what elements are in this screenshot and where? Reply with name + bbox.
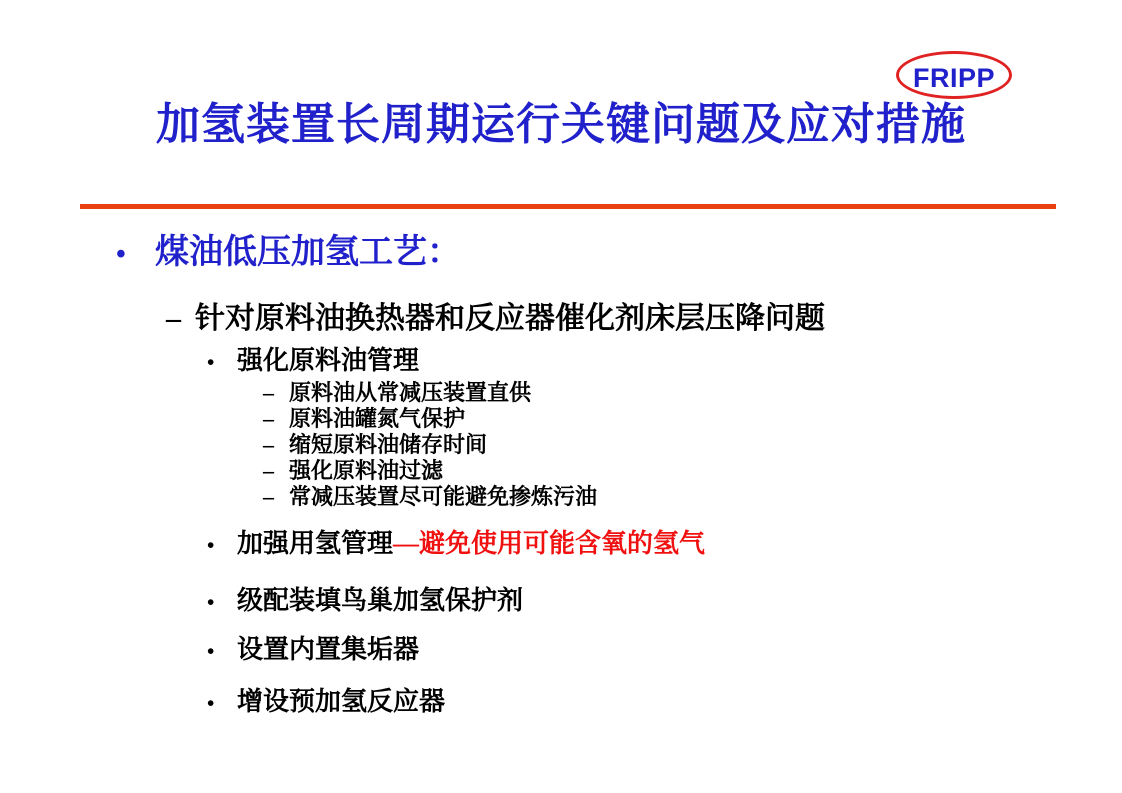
list-item [263,432,597,458]
dash-icon: – [166,302,181,335]
feed-management-text: 强化原料油管理 [237,346,420,375]
bullet-dot-icon: • [207,350,215,374]
bullet-dot-icon: • [207,639,215,663]
bullet-dot-icon: • [116,239,126,270]
feed-management-sublist [263,380,597,510]
list-item [263,458,597,484]
prehydrogenation-reactor-text: 增设预加氢反应器 [237,687,446,716]
dash-icon: – [263,432,274,457]
hydrogen-management-highlight: —避免使用可能含氧的氢气 [393,529,706,558]
dash-icon: – [263,380,274,405]
list-item-text: 原料油罐氮气保护 [289,406,466,431]
fripp-logo-text: FRIPP [912,62,995,93]
list-item-text: 原料油从常减压装置直供 [289,380,532,405]
bullet-bird-nest-catalyst [207,585,523,616]
hydrogen-management-text [237,528,705,559]
bullet-feed-management [207,345,419,376]
kerosene-process-heading-text: 煤油低压加氢工艺： [155,234,461,271]
bullet-dot-icon: • [207,590,215,614]
slide-title: 加氢装置长周期运行关键问题及应对措施 [156,100,966,149]
bullet-dot-icon: • [207,533,215,557]
list-item-text: 常减压装置尽可能避免掺炼污油 [289,484,598,509]
dash-pressure-drop-heading [166,301,825,337]
bullet-prehydrogenation-reactor [207,686,445,717]
hydrogen-management-label: 加强用氢管理 [237,529,394,558]
list-item-text: 强化原料油过滤 [289,458,444,483]
bullet-hydrogen-management [207,528,705,559]
dash-icon: – [263,458,274,483]
bullet-internal-scale-collector [207,634,419,665]
dash-icon: – [263,484,274,509]
bullet-dot-icon: • [207,691,215,715]
pressure-drop-heading-text: 针对原料油换热器和反应器催化剂床层压降问题 [195,302,825,335]
bird-nest-catalyst-text: 级配装填鸟巢加氢保护剂 [237,586,524,615]
title-divider-line [80,204,1056,209]
list-item-text: 缩短原料油储存时间 [289,432,488,457]
internal-scale-collector-text: 设置内置集垢器 [237,635,420,664]
fripp-logo-badge [896,51,1012,99]
list-item [263,484,597,510]
bullet-kerosene-process-heading [116,233,461,274]
list-item [263,380,597,406]
dash-icon: – [263,406,274,431]
list-item [263,406,597,432]
